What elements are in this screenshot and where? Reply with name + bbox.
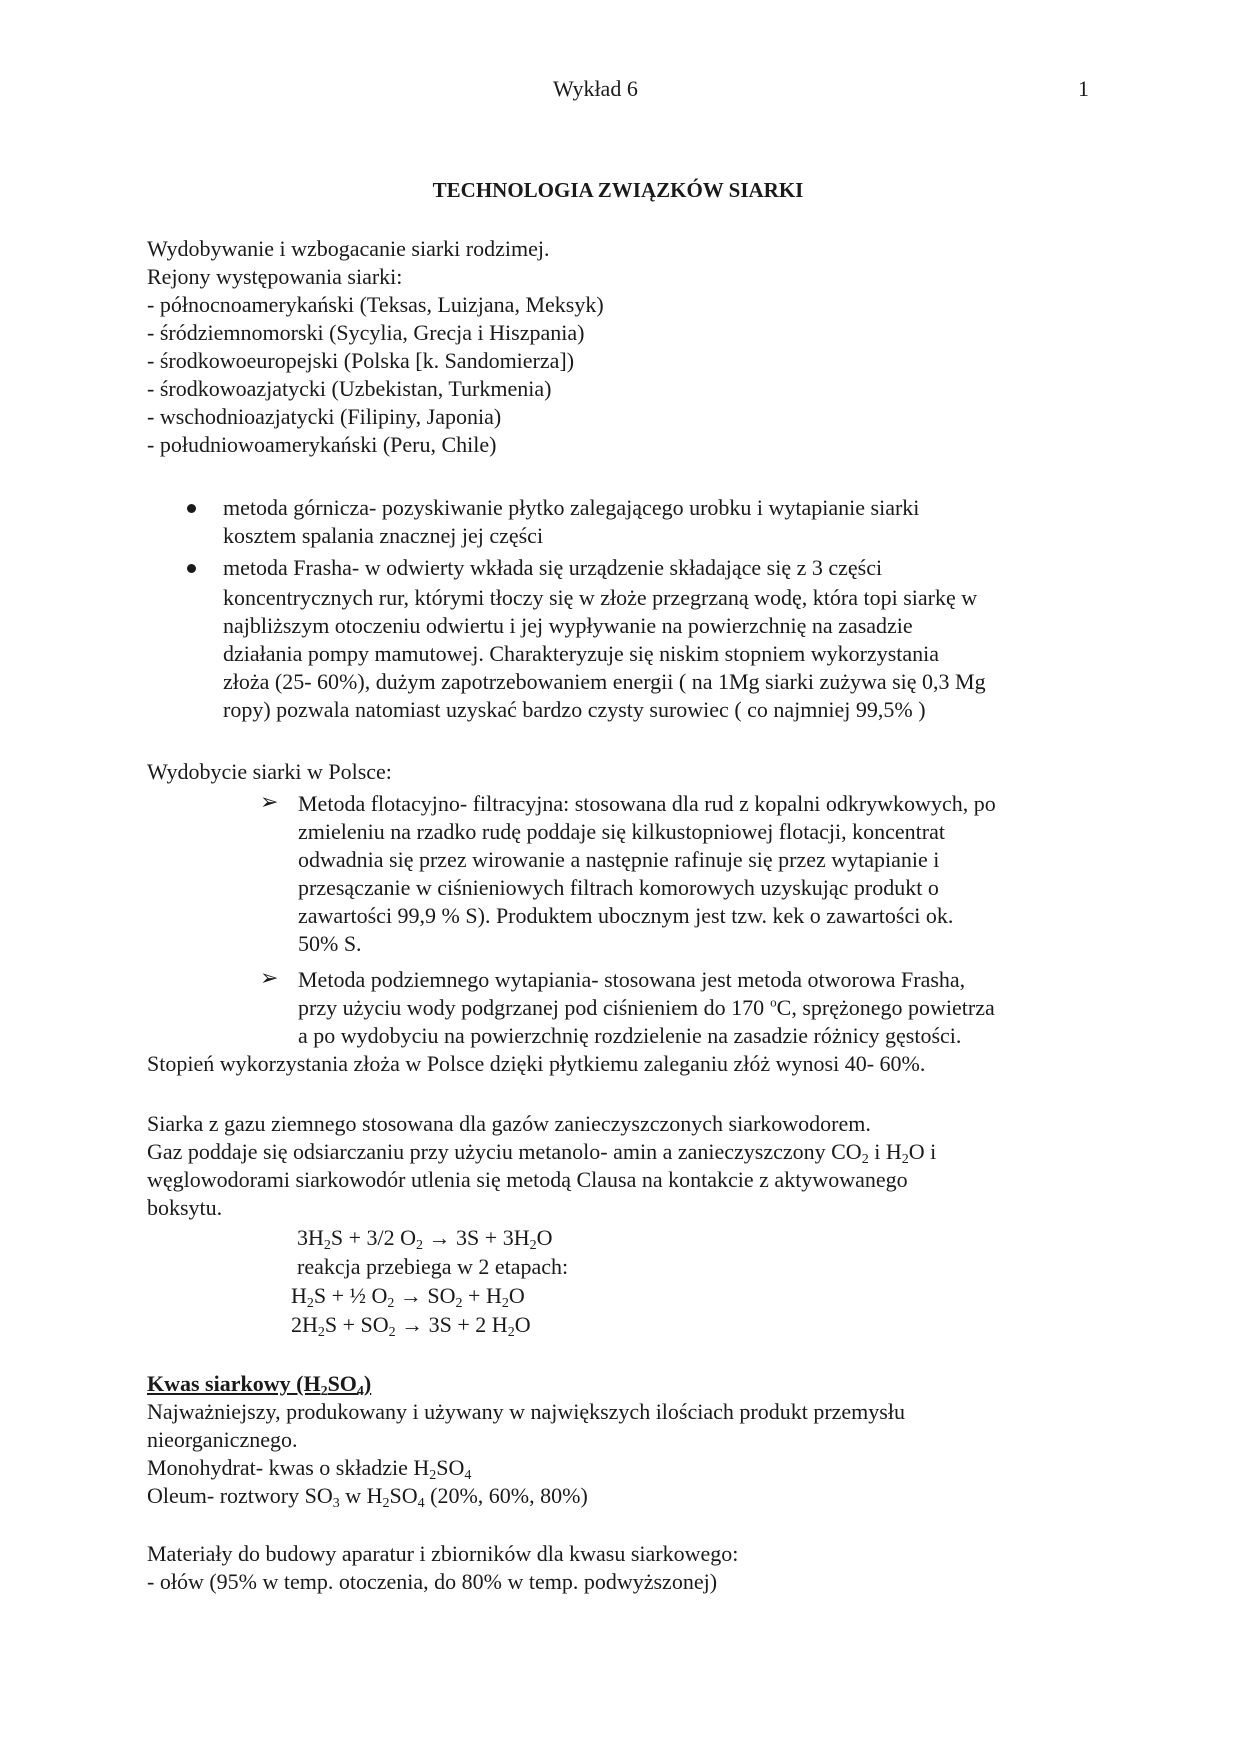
subscript: 2 <box>388 1325 396 1340</box>
arrow-bullet-icon: ➢ <box>260 790 279 815</box>
document-title-text: TECHNOLOGIA ZWIĄZKÓW SIARKI <box>432 178 804 202</box>
subscript: 2 <box>387 1296 395 1311</box>
subscript: 2 <box>382 1496 390 1511</box>
poland-line: a po wydobyciu na powierzchnię rozdzielenie na zasadzie różnicy gęstości. <box>298 1023 962 1048</box>
text-segment: → SO <box>394 1283 456 1308</box>
gas-line: boksytu. <box>147 1195 223 1220</box>
text-segment: (20%, 60%, 80%) <box>424 1483 588 1508</box>
region-item: - wschodnioazjatycki (Filipiny, Japonia) <box>147 404 502 429</box>
subscript: 2 <box>455 1296 463 1311</box>
subscript: 2 <box>320 1384 328 1399</box>
equation-3 <box>291 1311 531 1339</box>
subscript: 2 <box>901 1152 909 1167</box>
text-segment: → 3S + 3H <box>423 1225 530 1250</box>
text-segment: i H <box>868 1139 902 1164</box>
text-segment: O <box>536 1225 553 1250</box>
poland-line <box>298 994 995 1022</box>
acid-line <box>147 1454 471 1482</box>
poland-line: przesączanie w ciśnieniowych filtrach komorowych uzyskując produkt o <box>298 875 939 900</box>
reaction-note: reakcja przebiega w 2 etapach: <box>297 1254 569 1279</box>
method-line: złoża (25- 60%), dużym zapotrzebowaniem energii ( na 1Mg siarki zużywa się 0,3 Mg <box>223 669 986 694</box>
region-item: - środkowoazjatycki (Uzbekistan, Turkmenia) <box>147 376 552 401</box>
text-segment: Gaz poddaje się odsiarczaniu przy użyciu metanolo- amin a zanieczyszczony CO <box>147 1139 862 1164</box>
text-segment: + H <box>462 1283 502 1308</box>
acid-heading <box>147 1370 371 1398</box>
acid-line: nieorganicznego. <box>147 1427 298 1452</box>
method-line: najbliższym otoczeniu odwiertu i jej wypływanie na powierzchnię na zasadzie <box>223 613 913 638</box>
arrow-bullet-icon: ➢ <box>260 966 279 991</box>
method-line: działania pompy mamutowej. Charakteryzuje się niskim stopniem wykorzystania <box>223 641 940 666</box>
method-line: kosztem spalania znacznej jej części <box>223 523 544 548</box>
text-segment: Monohydrat- kwas o składzie H <box>147 1455 430 1480</box>
degree-mark: o <box>770 994 777 1010</box>
subscript: 2 <box>429 1468 437 1483</box>
bullet-icon <box>187 504 196 513</box>
subscript: 2 <box>501 1296 509 1311</box>
text-segment: O <box>508 1283 525 1308</box>
text-segment: SO <box>327 1371 357 1396</box>
equation-1 <box>297 1224 552 1252</box>
text-segment: O i <box>908 1139 937 1164</box>
subscript: 2 <box>317 1325 325 1340</box>
acid-line: Najważniejszy, produkowany i używany w największych ilościach produkt przemysłu <box>147 1399 905 1424</box>
materials-heading: Materiały do budowy aparatur i zbiorników dla kwasu siarkowego: <box>147 1541 739 1566</box>
region-item: - południowoamerykański (Peru, Chile) <box>147 432 497 457</box>
region-item: - środkowoeuropejski (Polska [k. Sandomierza]) <box>147 348 575 373</box>
poland-line: 50% S. <box>298 931 362 956</box>
section-heading: Wydobycie siarki w Polsce: <box>147 759 392 784</box>
intro-line: Rejony występowania siarki: <box>147 264 403 289</box>
gas-line <box>147 1138 936 1166</box>
text-segment: 3H <box>297 1225 324 1250</box>
subscript: 4 <box>417 1496 425 1511</box>
text-segment: S + ½ O <box>313 1283 388 1308</box>
subscript: 2 <box>861 1152 869 1167</box>
text-segment: Kwas siarkowy (H <box>147 1371 321 1396</box>
subscript: 2 <box>306 1296 314 1311</box>
text-segment: 2H <box>291 1312 318 1337</box>
text-segment: H <box>291 1283 307 1308</box>
subscript: 2 <box>529 1238 537 1253</box>
acid-line <box>147 1482 588 1510</box>
text-segment: S + SO <box>324 1312 389 1337</box>
poland-line: zawartości 99,9 % S). Produktem ubocznym jest tzw. kek o zawartości ok. <box>298 903 954 928</box>
subscript: 2 <box>507 1325 515 1340</box>
text-segment: Oleum- roztwory SO <box>147 1483 333 1508</box>
region-item: - północnoamerykański (Teksas, Luizjana, Meksyk) <box>147 292 604 317</box>
poland-line: Metoda podziemnego wytapiania- stosowana jest metoda otworowa Frasha, <box>298 967 966 992</box>
subscript: 4 <box>356 1384 364 1399</box>
bullet-icon <box>187 564 196 573</box>
subscript: 2 <box>323 1238 331 1253</box>
method-line: metoda Frasha- w odwierty wkłada się urządzenie składające się z 3 części <box>223 555 883 580</box>
subscript: 4 <box>464 1468 472 1483</box>
poland-summary: Stopień wykorzystania złoża w Polsce dzięki płytkiemu zaleganiu złóż wynosi 40- 60%. <box>147 1051 926 1076</box>
intro-line: Wydobywanie i wzbogacanie siarki rodzimej. <box>147 236 550 261</box>
text-segment: SO <box>436 1455 465 1480</box>
page-number: 1 <box>1078 76 1089 101</box>
text-segment: SO <box>389 1483 418 1508</box>
text-segment: przy użyciu wody podgrzanej pod ciśnieniem do 170 <box>298 995 765 1020</box>
poland-line: odwadnia się przez wirowanie a następnie rafinuje się przez wytapianie i <box>298 847 940 872</box>
header-title: Wykład 6 <box>553 76 638 101</box>
gas-line: węglowodorami siarkowodór utlenia się metodą Clausa na kontakcie z aktywowanego <box>147 1167 908 1192</box>
subscript: 3 <box>332 1496 340 1511</box>
gas-line: Siarka z gazu ziemnego stosowana dla gazów zanieczyszczonych siarkowodorem. <box>147 1111 871 1136</box>
text-segment: ) <box>363 1371 372 1396</box>
text-segment: → 3S + 2 H <box>395 1312 508 1337</box>
region-item: - śródziemnomorski (Sycylia, Grecja i Hiszpania) <box>147 320 585 345</box>
document-title <box>0 178 1240 203</box>
poland-line: zmieleniu na rzadko rudę poddaje się kilkustopniowej flotacji, koncentrat <box>298 819 945 844</box>
materials-item: - ołów (95% w temp. otoczenia, do 80% w temp. podwyższonej) <box>147 1569 718 1594</box>
text-segment: S + 3/2 O <box>330 1225 417 1250</box>
equation-2 <box>291 1282 525 1310</box>
text-segment: O <box>514 1312 531 1337</box>
subscript: 2 <box>416 1238 424 1253</box>
method-line: ropy) pozwala natomiast uzyskać bardzo czysty surowiec ( co najmniej 99,5% ) <box>223 697 926 722</box>
method-line: koncentrycznych rur, którymi tłoczy się w złoże przegrzaną wodę, która topi siarkę w <box>223 585 978 610</box>
text-segment: w H <box>339 1483 383 1508</box>
text-segment: C, sprężonego powietrza <box>776 995 995 1020</box>
method-line: metoda górnicza- pozyskiwanie płytko zalegającego urobku i wytapianie siarki <box>223 495 920 520</box>
poland-line: Metoda flotacyjno- filtracyjna: stosowana dla rud z kopalni odkrywkowych, po <box>298 791 996 816</box>
